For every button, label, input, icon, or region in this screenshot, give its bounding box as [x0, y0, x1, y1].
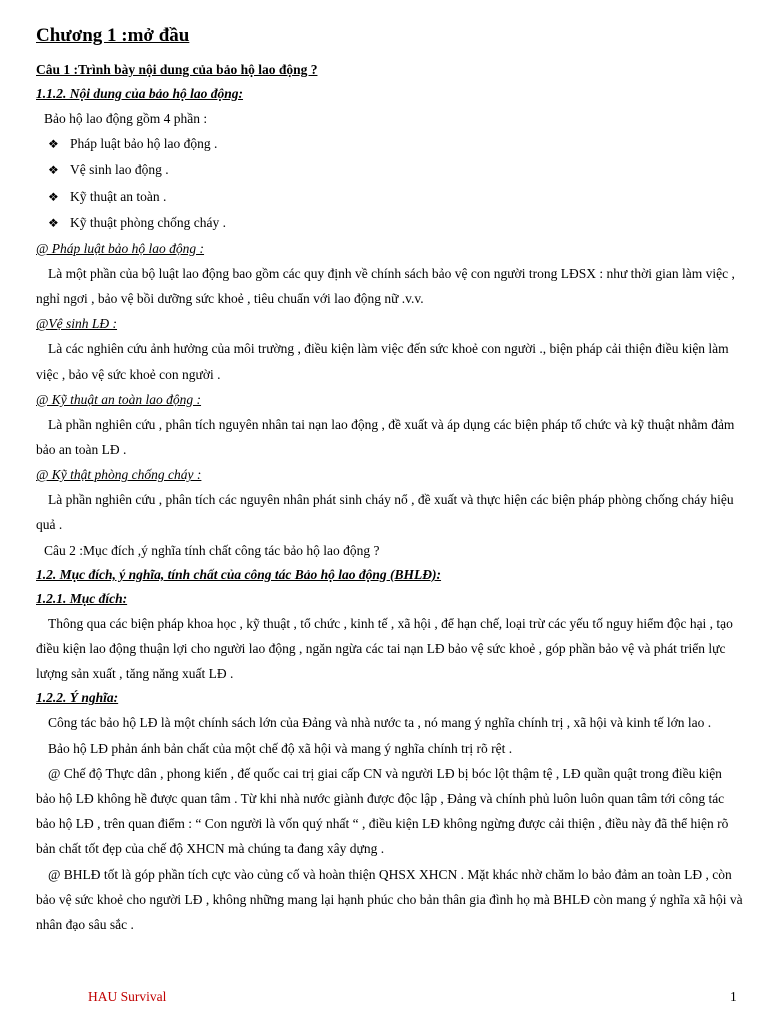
- document-page: [36, 22, 744, 937]
- paragraph-ky-thuat: Là phần nghiên cứu , phân tích nguyên nhân tai nạn lao động , đề xuất và áp dụng các biện pháp tổ chức và kỹ thuật nhằm đảm bảo an toàn LĐ .: [36, 416, 735, 458]
- list-item: ❖ Kỹ thuật phòng chống cháy .: [36, 210, 744, 236]
- diamond-bullet-icon: ❖: [48, 189, 59, 204]
- question-2: Câu 2 :Mục đích ,ý nghĩa tính chất công tác bảo hộ lao động ?: [44, 542, 380, 558]
- list-item: ❖ Vệ sinh lao động .: [36, 157, 744, 183]
- paragraph-y-nghia-3: @ Chế độ Thực dân , phong kiến , đế quốc cai trị giai cấp CN và người LĐ bị bóc lột thậm tệ , LĐ quần quật trong điều kiện bảo hộ LĐ không hề được quan tâm . Từ khi nhà nước giành được độc lập , Đảng và chính phủ luôn luôn quan tâm tới công tác bảo hộ LĐ , trên quan điểm : “ Con người là vốn quý nhất “ , điều kiện LĐ không ngừng được cải thiện , điều này đã thể hiện rõ bản chất tốt đẹp của chế độ XHCN mà chúng ta đang xây dựng .: [36, 765, 729, 857]
- diamond-bullet-icon: ❖: [48, 163, 59, 178]
- section-1-1-2: 1.1.2. Nội dung của bảo hộ lao động:: [36, 86, 244, 101]
- heading-ky-thuat: @ Kỹ thuật an toàn lao động :: [36, 391, 202, 407]
- diamond-bullet-icon: ❖: [48, 137, 59, 152]
- question-1: Câu 1 :Trình bày nội dung của bảo hộ lao động ?: [36, 62, 318, 77]
- section-1-2-2: 1.2.2. Ý nghĩa:: [36, 690, 119, 706]
- heading-ve-sinh: @Vệ sinh LĐ :: [36, 316, 118, 332]
- footer-label: HAU Survival: [88, 989, 167, 1004]
- paragraph-y-nghia-1: Công tác bảo hộ LĐ là một chính sách lớn của Đảng và nhà nước ta , nó mang ý nghĩa chính trị , xã hội và kinh tế lớn lao .: [48, 715, 712, 731]
- diamond-bullet-icon: ❖: [48, 215, 59, 230]
- page-number: 1: [730, 989, 737, 1004]
- paragraph-ve-sinh: Là các nghiên cứu ảnh hưởng của môi trường , điều kiện làm việc đến sức khoẻ con người ., biện pháp cải thiện điều kiện làm việc , bảo vệ sức khoẻ con người .: [36, 341, 729, 382]
- list-item: ❖ Pháp luật bảo hộ lao động .: [36, 131, 744, 157]
- heading-phong-chay: @ Kỹ thật phòng chống cháy :: [36, 467, 202, 483]
- paragraph-phong-chay: Là phần nghiên cứu , phân tích các nguyên nhân phát sinh cháy nổ , đề xuất và thực hiện các biện pháp phòng chống cháy hiệu quả .: [36, 492, 734, 533]
- paragraph-muc-dich: Thông qua các biện pháp khoa học , kỹ thuật , tổ chức , kinh tế , xã hội , để hạn chế, loại trừ các yếu tố nguy hiểm độc hại , tạo điều kiện lao động thuận lợi cho người lao động , ngăn ngừa các tai nạn LĐ bảo vệ sức khoẻ , góp phần bảo vệ và phát triển lực lượng sản xuất , tăng năng xuất LĐ .: [36, 615, 733, 682]
- intro-paragraph: Bảo hộ lao động gồm 4 phần :: [44, 111, 208, 126]
- list-item: ❖ Kỹ thuật an toàn .: [36, 184, 744, 210]
- chapter-title: Chương 1 :mở đầu: [36, 25, 190, 46]
- section-1-2: 1.2. Mục đích, ý nghĩa, tính chất của công tác Bảo hộ lao động (BHLĐ):: [36, 566, 442, 582]
- heading-phap-luat: @ Pháp luật bảo hộ lao động :: [36, 241, 205, 257]
- paragraph-phap-luat: Là một phần của bộ luật lao động bao gồm các quy định về chính sách bảo vệ con người trong LĐSX : như thời gian làm việc , nghỉ ngơi , bảo vệ bồi dưỡng sức khoẻ , tiêu chuẩn với lao động nữ .v.v.: [36, 266, 735, 307]
- section-1-2-1: 1.2.1. Mục đích:: [36, 590, 128, 606]
- paragraph-y-nghia-2: Bảo hộ LĐ phản ánh bản chất của một chế độ xã hội và mang ý nghĩa chính trị rõ rệt .: [48, 740, 513, 756]
- paragraph-y-nghia-4: @ BHLĐ tốt là góp phần tích cực vào củng cố và hoàn thiện QHSX XHCN . Mặt khác nhờ chăm lo bảo đảm an toàn LĐ , còn bảo vệ sức khoẻ cho người LĐ , không những mang lại hạnh phúc cho bản thân gia đình họ mà BHLĐ còn mang ý nghĩa xã hội và nhân đạo sâu sắc .: [36, 866, 743, 933]
- content-list: [36, 131, 744, 236]
